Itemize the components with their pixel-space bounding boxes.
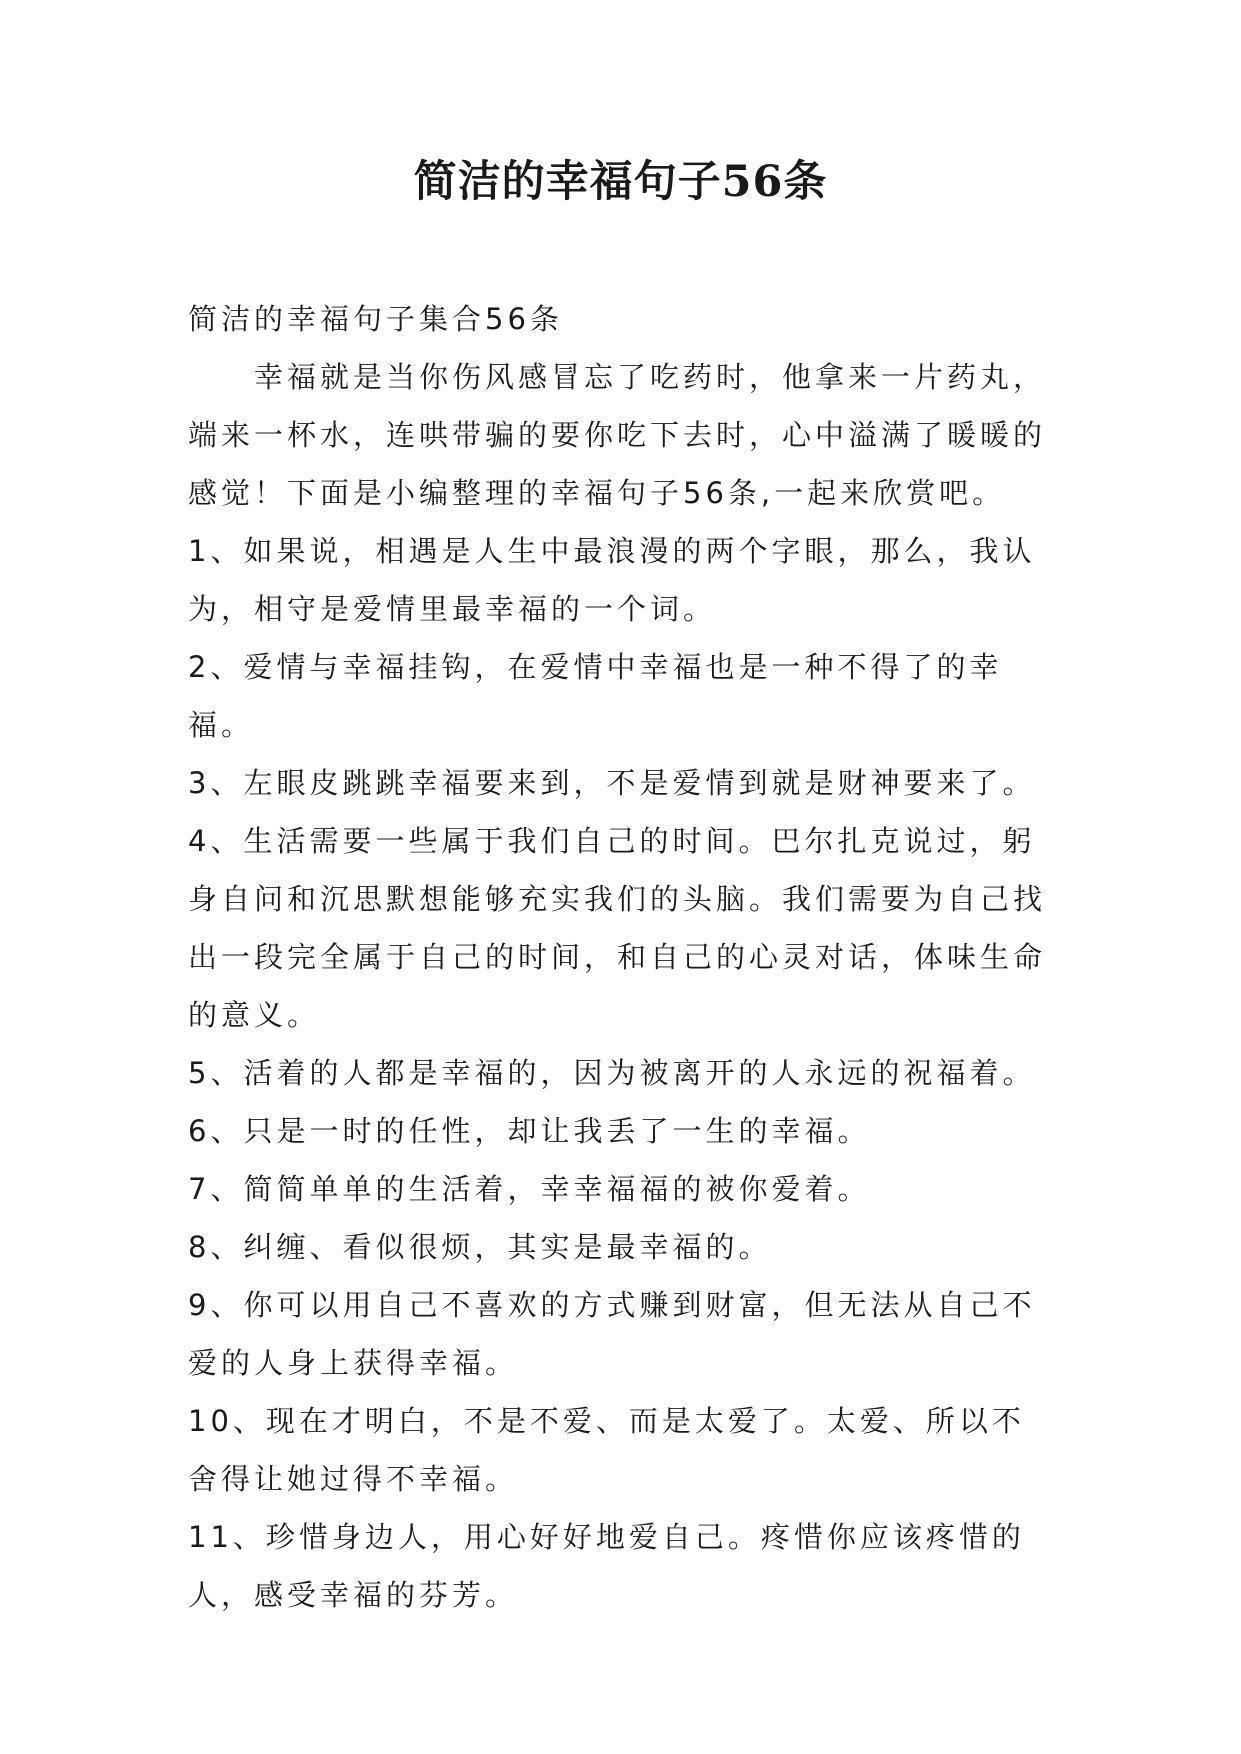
list-item: 6、只是一时的任性，却让我丢了一生的幸福。 — [188, 1114, 871, 1148]
list-item: 8、纠缠、看似很烦，其实是最幸福的。 — [188, 1230, 772, 1264]
document-title: 简洁的幸福句子56条 — [413, 157, 828, 207]
list-item: 4、生活需要一些属于我们自己的时间。巴尔扎克说过，躬身自问和沉思默想能够充实我们的头脑。我们需要为自己找出一段完全属于自己的时间，和自己的心灵对话，体味生命的意义。 — [188, 824, 1047, 1032]
list-item: 11、珍惜身边人，用心好好地爱自己。疼惜你应该疼惜的人，感受幸福的芬芳。 — [188, 1520, 1025, 1612]
list-item: 1、如果说，相遇是人生中最浪漫的两个字眼，那么，我认为，相守是爱情里最幸福的一个词。 — [188, 534, 1036, 626]
list-item: 7、简简单单的生活着，幸幸福福的被你爱着。 — [188, 1172, 871, 1206]
document-body — [188, 290, 1056, 1624]
list-item: 3、左眼皮跳跳幸福要来到，不是爱情到就是财神要来了。 — [188, 766, 1036, 800]
list-item: 9、你可以用自己不喜欢的方式赚到财富，但无法从自己不爱的人身上获得幸福。 — [188, 1288, 1036, 1380]
list-item: 10、现在才明白，不是不爱、而是太爱了。太爱、所以不舍得让她过得不幸福。 — [188, 1404, 1025, 1496]
intro-paragraph: 幸福就是当你伤风感冒忘了吃药时，他拿来一片药丸，端来一杯水，连哄带骗的要你吃下去时，心中溢满了暖暖的感觉！下面是小编整理的幸福句子56条,一起来欣赏吧。 — [188, 360, 1047, 510]
document-subtitle: 简洁的幸福句子集合56条 — [188, 302, 563, 336]
list-item: 5、活着的人都是幸福的，因为被离开的人永远的祝福着。 — [188, 1056, 1036, 1090]
list-item: 2、爱情与幸福挂钩，在爱情中幸福也是一种不得了的幸福。 — [188, 650, 1003, 742]
